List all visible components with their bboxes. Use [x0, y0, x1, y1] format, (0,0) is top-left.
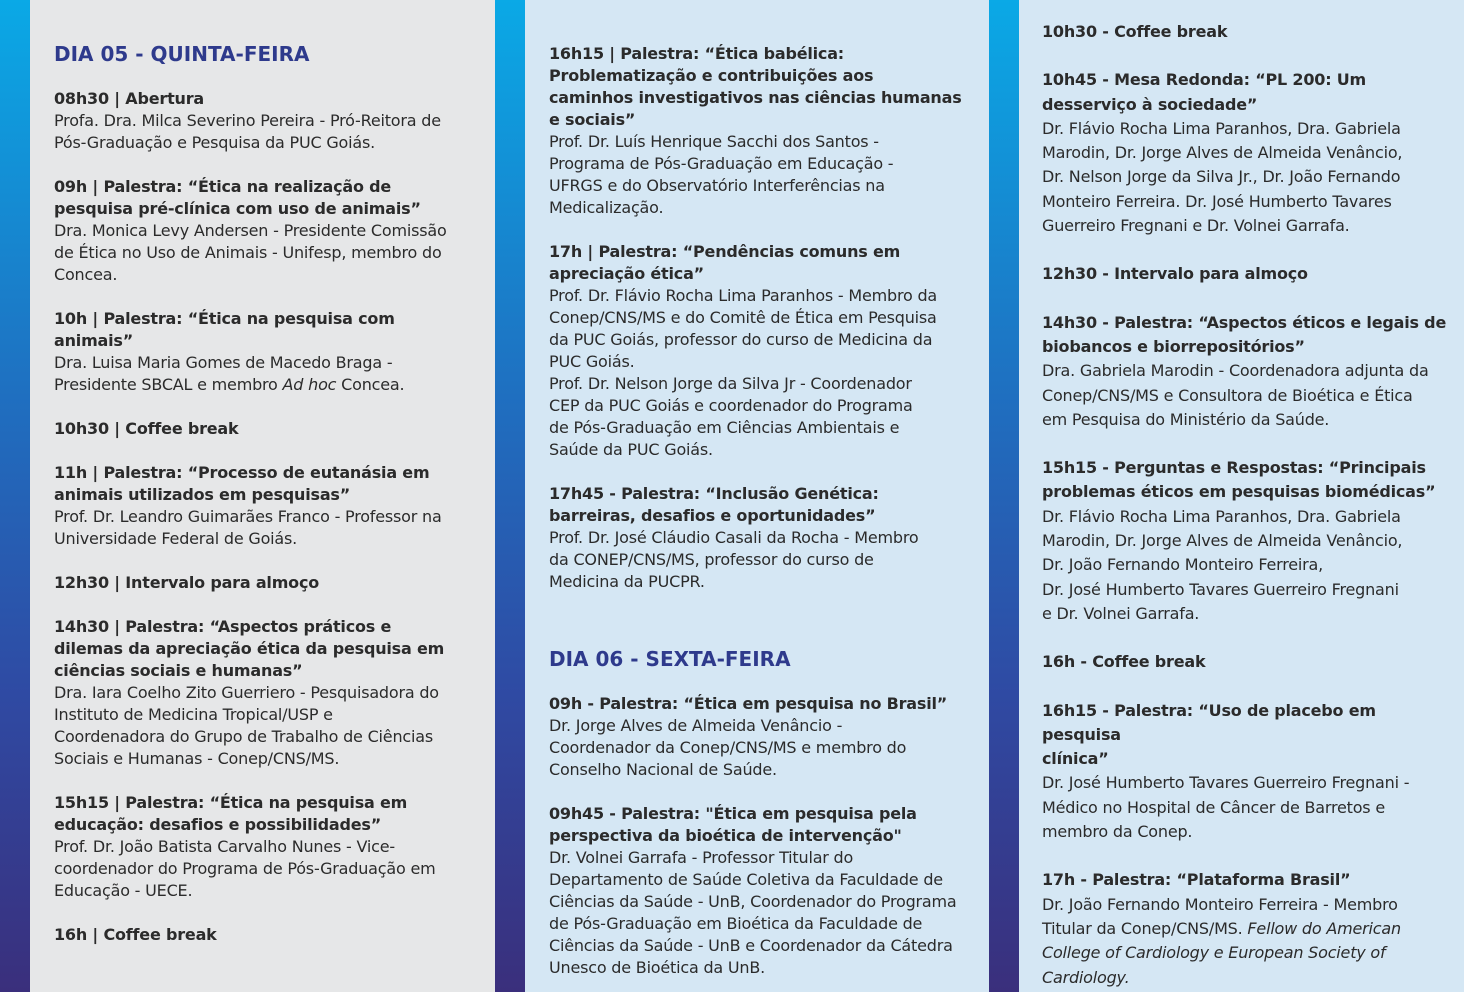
session-heading: 12h30 | Intervalo para almoço — [54, 573, 320, 592]
day6-title: DIA 06 - SEXTA-FEIRA — [549, 647, 791, 671]
program-item — [54, 88, 475, 154]
session-heading: 10h45 - Mesa Redonda: “PL 200: Um desserviço à sociedade” — [1042, 70, 1367, 114]
program-item — [54, 176, 475, 286]
session-heading: 11h | Palestra: “Processo de eutanásia em animais utilizados em pesquisas” — [54, 463, 430, 504]
speaker-details-text: Dra. Luisa Maria Gomes de Macedo Braga - Presidente SBCAL e membro — [54, 353, 393, 394]
program-item — [54, 924, 475, 946]
day5-program-list — [54, 88, 475, 946]
session-heading: 16h15 - Palestra: “Uso de placebo em pesquisa clínica” — [1042, 700, 1376, 769]
speaker-details: Prof. Dr. João Batista Carvalho Nunes - Vice- coordenador do Programa de Pós-Graduação em Educação - UECE. — [54, 837, 436, 900]
speaker-details — [1042, 893, 1452, 990]
speaker-details: Prof. Dr. Luís Henrique Sacchi dos Santos - Programa de Pós-Graduação em Educação - UFRGS e do Observatório Interferências na Medicalização. — [549, 132, 894, 217]
left-gradient-strip — [0, 0, 30, 992]
speaker-details — [54, 352, 475, 396]
column-day5 — [30, 0, 495, 992]
program-item — [549, 693, 971, 781]
speaker-details: Prof. Dr. José Cláudio Casali da Rocha - Membro da CONEP/CNS/MS, professor do curso de Medicina da PUCPR. — [549, 528, 919, 591]
program-item — [1042, 868, 1452, 989]
day-separator — [549, 615, 971, 647]
session-heading: 17h | Palestra: “Pendências comuns em apreciação ética” — [549, 242, 901, 283]
right-gradient-strip — [989, 0, 1019, 992]
session-heading: 10h30 | Coffee break — [54, 419, 239, 438]
speaker-details: Dr. Jorge Alves de Almeida Venâncio - Coordenador da Conep/CNS/MS e membro do Conselho Nacional de Saúde. — [549, 716, 907, 779]
speaker-details: Dr. Flávio Rocha Lima Paranhos, Dra. Gabriela Marodin, Dr. Jorge Alves de Almeida Venâncio, Dr. João Fernando Monteiro Ferreira, Dr. José Humberto Tavares Guerreiro Fregnani e Dr. Volnei Garrafa. — [1042, 506, 1403, 623]
program-item — [549, 803, 971, 979]
column-day6-continued — [1019, 0, 1464, 992]
day5-title: DIA 05 - QUINTA-FEIRA — [54, 42, 310, 66]
program-item — [1042, 68, 1452, 238]
program-item — [1042, 650, 1452, 674]
session-heading: 12h30 - Intervalo para almoço — [1042, 264, 1308, 284]
session-heading: 10h | Palestra: “Ética na pesquisa com animais” — [54, 309, 395, 350]
session-heading: 14h30 - Palestra: “Aspectos éticos e legais de biobancos e biorrepositórios” — [1042, 312, 1447, 356]
speaker-details: Prof. Dr. Leandro Guimarães Franco - Professor na Universidade Federal de Goiás. — [54, 507, 442, 548]
speaker-details: Dr. José Humberto Tavares Guerreiro Fregnani - Médico no Hospital de Câncer de Barretos e membro da Conep. — [1042, 773, 1410, 842]
session-heading: 16h | Coffee break — [54, 925, 217, 944]
session-heading: 10h30 - Coffee break — [1042, 22, 1228, 41]
speaker-details-text-end: Concea. — [336, 375, 405, 394]
speaker-details: Prof. Dr. Flávio Rocha Lima Paranhos - Membro da Conep/CNS/MS e do Comitê de Ética em Pesquisa da PUC Goiás, professor do curso de Medicina da PUC Goiás. Prof. Dr. Nelson Jorge da Silva Jr - Coordenador CEP da PUC Goiás e coordenador do Programa de Pós-Graduação em Ciências Ambientais e Saúde da PUC Goiás. — [549, 286, 938, 459]
speaker-details: Dr. Volnei Garrafa - Professor Titular do Departamento de Saúde Coletiva da Faculdade de Ciências da Saúde - UnB, Coordenador do Programa de Pós-Graduação em Bioética da Faculdade de Ciências da Saúde - UnB e Coordenador da Cátedra Unesco de Bioética da UnB. — [549, 848, 957, 977]
column-middle — [525, 0, 989, 992]
speaker-details: Dra. Gabriela Marodin - Coordenadora adjunta da Conep/CNS/MS e Consultora de Bioética e Ética em Pesquisa do Ministério da Saúde. — [1042, 361, 1429, 429]
program-item — [54, 792, 475, 902]
program-item — [1042, 456, 1452, 626]
day6-continued-list — [1042, 20, 1452, 990]
program-item — [1042, 20, 1452, 44]
program-item — [54, 462, 475, 550]
program-item — [54, 308, 475, 396]
session-heading: 09h45 - Palestra: "Ética em pesquisa pela perspectiva da bioética de intervenção" — [549, 804, 917, 845]
speaker-details: Profa. Dra. Milca Severino Pereira - Pró-Reitora de Pós-Graduação e Pesquisa da PUC Goiás. — [54, 111, 441, 152]
session-heading: 09h - Palestra: “Ética em pesquisa no Brasil” — [549, 694, 948, 713]
program-item — [54, 616, 475, 770]
session-heading: 09h | Palestra: “Ética na realização de pesquisa pré-clínica com uso de animais” — [54, 177, 421, 218]
program-item — [549, 43, 971, 219]
session-heading: 17h45 - Palestra: “Inclusão Genética: barreiras, desafios e oportunidades” — [549, 484, 879, 525]
session-heading: 15h15 | Palestra: “Ética na pesquisa em educação: desafios e possibilidades” — [54, 793, 408, 834]
day5-continued-list — [549, 43, 971, 593]
session-heading: 15h15 - Perguntas e Respostas: “Principais problemas éticos em pesquisas biomédicas” — [1042, 458, 1436, 502]
session-heading: 17h - Palestra: “Plataforma Brasil” — [1042, 870, 1351, 890]
program-item — [549, 483, 971, 593]
middle-gradient-strip — [495, 0, 525, 992]
day6-program-list — [549, 693, 971, 979]
session-heading: 08h30 | Abertura — [54, 89, 205, 108]
program-item — [54, 572, 475, 594]
speaker-details-italic: Fellow do American College of Cardiology e European Society of Cardiology. — [1042, 918, 1401, 987]
speaker-details-italic: Ad hoc — [282, 375, 337, 394]
program-item — [1042, 699, 1452, 845]
session-heading: 14h30 | Palestra: “Aspectos práticos e dilemas da apreciação ética da pesquisa em ciências sociais e humanas” — [54, 617, 445, 680]
speaker-details-text: Dr. João Fernando Monteiro Ferreira - Membro Titular da Conep/CNS/MS. — [1042, 894, 1398, 938]
program-item — [1042, 262, 1452, 286]
program-item — [549, 241, 971, 461]
speaker-details: Dr. Flávio Rocha Lima Paranhos, Dra. Gabriela Marodin, Dr. Jorge Alves de Almeida Venâncio, Dr. Nelson Jorge da Silva Jr., Dr. João Fernando Monteiro Ferreira. Dr. José Humberto Tavares Guerreiro Fregnani e Dr. Volnei Garrafa. — [1042, 118, 1403, 236]
speaker-details: Dra. Iara Coelho Zito Guerriero - Pesquisadora do Instituto de Medicina Tropical/USP e Coordenadora do Grupo de Trabalho de Ciências Sociais e Humanas - Conep/CNS/MS. — [54, 683, 439, 768]
program-item — [1042, 311, 1452, 432]
program-item — [54, 418, 475, 440]
speaker-details: Dra. Monica Levy Andersen - Presidente Comissão de Ética no Uso de Animais - Unifesp, membro do Concea. — [54, 221, 447, 284]
session-heading: 16h15 | Palestra: “Ética babélica: Problematização e contribuições aos caminhos investigativos nas ciências humanas e sociais” — [549, 44, 962, 129]
session-heading: 16h - Coffee break — [1042, 652, 1206, 672]
